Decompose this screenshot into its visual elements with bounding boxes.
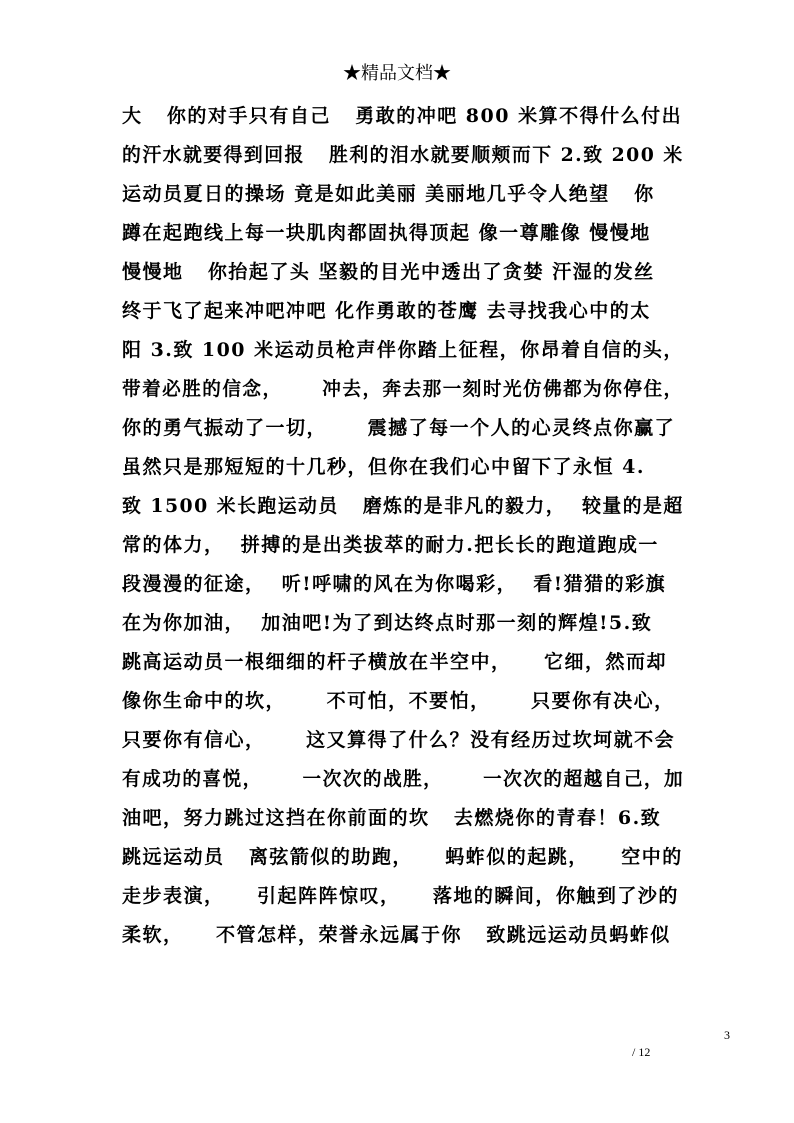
body-line-5: 慢慢地 你抬起了头 坚毅的目光中透出了贪婪 汗湿的发丝 [122, 261, 655, 283]
body-line-16: 像你生命中的坎， 不可怕，不要怕， 只要你有决心， [122, 690, 675, 712]
body-line-7: 阳 3.致 100 米运动员枪声伴你踏上征程，你昂着自信的头， [122, 339, 684, 361]
body-line-20: 跳远运动员 离弦箭似的助跑， 蚂蚱似的起跳， 空中的 [122, 846, 683, 868]
body-line-12: 常的体力， 拼搏的是出类拔萃的耐力.把长长的跑道跑成一 [122, 534, 659, 556]
page-total: / 12 [632, 1045, 651, 1059]
body-line-11: 致 1500 米长跑运动员 磨炼的是非凡的毅力， 较量的是超 [122, 495, 684, 517]
body-line-1: 大 你的对手只有自己 勇敢的冲吧 800 米算不得什么付出 [122, 105, 683, 127]
document-header-title: ★精品文档★ [343, 63, 451, 84]
body-line-3: 运动员夏日的操场 竟是如此美丽 美丽地几乎令人绝望 你 [122, 183, 655, 205]
body-line-10: 虽然只是那短短的十几秒，但你在我们心中留下了永恒 4. [122, 456, 645, 478]
body-line-8: 带着必胜的信念， 冲去，奔去那一刻时光仿佛都为你停住， [122, 378, 684, 400]
body-line-9: 你的勇气振动了一切， 震撼了每一个人的心灵终点你赢了 [122, 417, 676, 439]
body-line-19: 油吧，努力跳过这挡在你前面的坎 去燃烧你的青春！6.致 [122, 807, 662, 829]
body-line-2: 的汗水就要得到回报 胜利的泪水就要顺颊而下 2.致 200 米 [122, 144, 684, 166]
body-line-21: 走步表演， 引起阵阵惊叹， 落地的瞬间，你触到了沙的 [122, 885, 679, 907]
page-number: 3 [724, 1028, 730, 1042]
body-line-22: 柔软， 不管怎样，荣誉永远属于你 致跳远运动员蚂蚱似 [122, 924, 671, 946]
body-line-15: 跳高运动员一根细细的杆子横放在半空中， 它细，然而却 [122, 651, 667, 673]
body-line-6: 终于飞了起来冲吧冲吧 化作勇敢的苍鹰 去寻找我心中的太 [122, 300, 651, 322]
body-line-4: 蹲在起跑线上每一块肌肉都固执得顶起 像一尊雕像 慢慢地 [122, 222, 651, 244]
body-line-18: 有成功的喜悦， 一次次的战胜， 一次次的超越自己，加 [122, 768, 685, 790]
body-line-13: 段漫漫的征途， 听!呼啸的风在为你喝彩， 看!猎猎的彩旗 [122, 573, 667, 595]
body-line-14: 在为你加油， 加油吧!为了到达终点时那一刻的辉煌!5.致 [122, 612, 653, 634]
body-line-17: 只要你有信心， 这又算得了什么？没有经历过坎坷就不会 [122, 729, 676, 751]
